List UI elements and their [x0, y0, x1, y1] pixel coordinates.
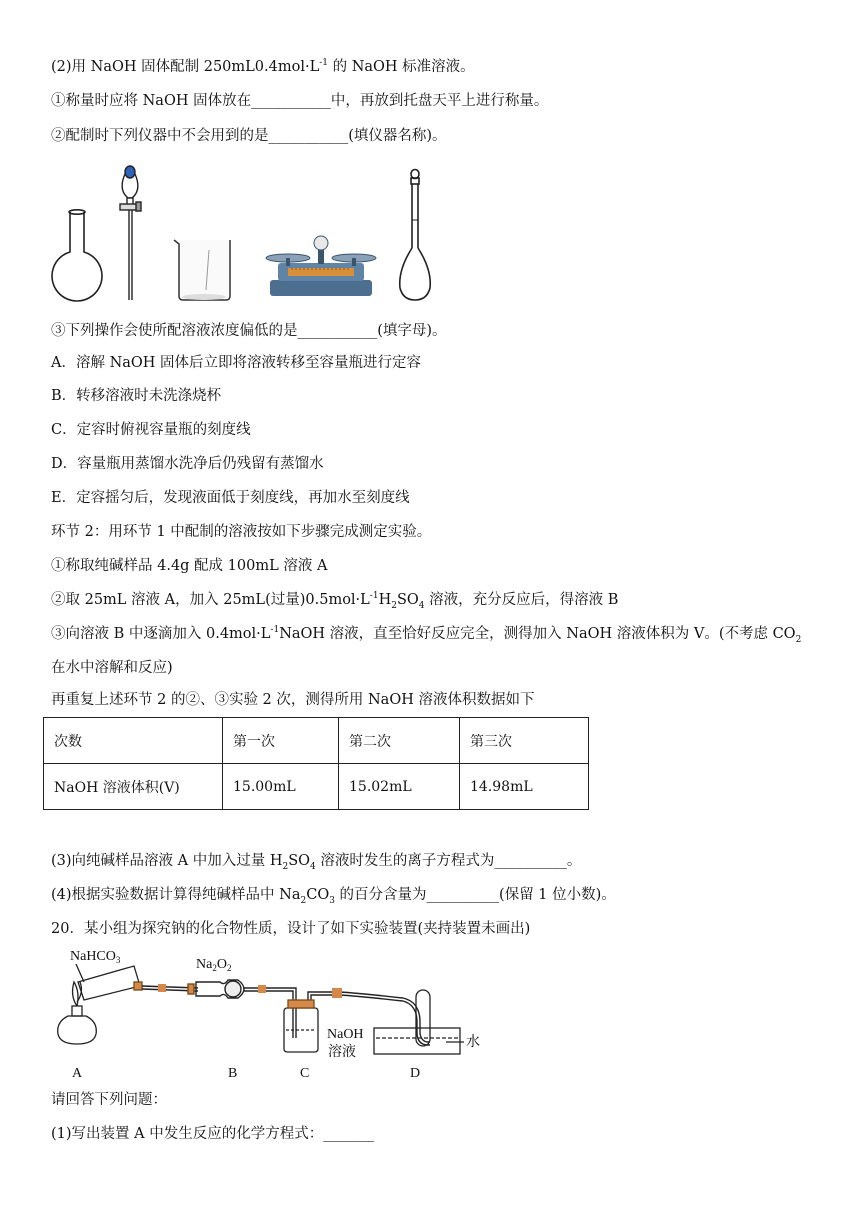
text-segment: ②取 25mL 溶液 A，加入 25mL(过量)0.5mol·L — [51, 592, 370, 608]
text-segment: NaOH 溶液，直至恰好反应完全，测得加入 NaOH 溶液体积为 V。(不考虑 CO — [279, 626, 796, 642]
solution-label: 溶液 — [328, 1045, 356, 1060]
question-4 — [51, 885, 616, 905]
subscript: 4 — [418, 600, 425, 611]
apparatus-diagram — [48, 942, 498, 1082]
heating-apparatus-icon — [58, 964, 142, 1044]
subscript: 3 — [329, 895, 335, 906]
table-header-cell: 次数 — [44, 718, 223, 764]
water-label: 水 — [466, 1035, 480, 1050]
text-segment: 溶液，充分反应后，得溶液 B — [424, 592, 619, 608]
subscript: 2 — [300, 895, 307, 906]
text-segment: ③向溶液 B 中逐滴加入 0.4mol·L — [51, 626, 271, 642]
sub-question-2: ②配制时下列仪器中不会用到的是___________(填仪器名称)。 — [51, 128, 447, 144]
text-segment: SO — [288, 853, 311, 869]
option-c: C．定容时俯视容量瓶的刻度线 — [51, 422, 251, 438]
sub-question-1: ①称量时应将 NaOH 固体放在___________中，再放到托盘天平上进行称量。 — [51, 93, 549, 109]
question-3 — [51, 851, 581, 871]
option-e: E．定容摇匀后，发现液面低于刻度线，再加水至刻度线 — [51, 490, 410, 506]
step-1: ①称取纯碱样品 4.4g 配成 100mL 溶液 A — [51, 558, 328, 574]
text-segment: 溶液时发生的离子方程式为__________。 — [315, 853, 582, 869]
apparatus-label-d: D — [410, 1066, 421, 1081]
separatory-funnel-icon — [120, 166, 141, 300]
superscript: -1 — [270, 625, 280, 636]
text-segment: H — [378, 592, 392, 608]
option-d: D．容量瓶用蒸馏水洗净后仍残留有蒸馏水 — [51, 456, 324, 472]
table-cell: NaOH 溶液体积(V) — [44, 764, 223, 810]
connecting-tube-icon — [142, 980, 430, 1045]
table-cell: 15.02mL — [339, 764, 460, 810]
table-cell: 15.00mL — [223, 764, 339, 810]
naoh-label: NaOH — [327, 1027, 364, 1042]
text-segment: 的百分含量为__________(保留 1 位小数)。 — [334, 887, 616, 903]
question-2-line — [51, 57, 475, 77]
option-a: A．溶解 NaOH 固体后立即将溶液转移至容量瓶进行定容 — [51, 355, 422, 371]
question-1: (1)写出装置 A 中发生反应的化学方程式：_______ — [51, 1126, 374, 1142]
answer-prompt: 请回答下列问题： — [51, 1092, 167, 1108]
text-segment: (4)根据实验数据计算得纯碱样品中 Na — [51, 887, 301, 903]
nahco3-label: NaHCO$_3$ — [70, 949, 121, 965]
step-3 — [51, 624, 801, 644]
sub-question-3: ③下列操作会使所配溶液浓度偏低的是___________(填字母)。 — [51, 323, 447, 339]
question-20: 20．某小组为探究钠的化合物性质，设计了如下实验装置(夹持装置未画出) — [51, 921, 531, 937]
volume-data-table — [43, 717, 589, 810]
table-header-cell: 第三次 — [460, 718, 589, 764]
na2o2-label: $Na_2O_2$ — [196, 957, 232, 973]
text-segment: 的 NaOH 标准溶液。 — [327, 59, 475, 75]
text-segment: CO — [306, 887, 330, 903]
table-row — [44, 764, 589, 810]
table-header-row — [44, 718, 589, 764]
balance-scale-icon — [266, 236, 376, 296]
superscript: -1 — [369, 591, 379, 602]
text-segment: (2)用 NaOH 固体配制 250mL0.4mol·L — [51, 59, 320, 75]
wash-bottle-icon — [284, 1000, 318, 1052]
apparatus-label-a: A — [72, 1066, 83, 1081]
subscript: 2 — [282, 861, 289, 872]
apparatus-label-c: C — [300, 1066, 310, 1081]
step-3-continued: 在水中溶解和反应) — [51, 660, 173, 676]
table-header-cell: 第一次 — [223, 718, 339, 764]
volumetric-flask-icon — [400, 170, 431, 301]
step-2-heading: 环节 2：用环节 1 中配制的溶液按如下步骤完成测定实验。 — [51, 524, 432, 540]
step-2 — [51, 590, 618, 610]
text-segment: (3)向纯碱样品溶液 A 中加入过量 H — [51, 853, 283, 869]
round-bottom-flask-icon — [52, 210, 102, 301]
table-cell: 14.98mL — [460, 764, 589, 810]
apparatus-label-b: B — [228, 1066, 238, 1081]
superscript: -1 — [319, 58, 328, 69]
text-segment: SO — [396, 592, 419, 608]
subscript: 2 — [391, 600, 397, 611]
option-b: B．转移溶液时未洗涤烧杯 — [51, 388, 222, 404]
subscript: 2 — [795, 634, 802, 645]
subscript: 4 — [310, 861, 316, 872]
instruments-figure — [48, 160, 448, 305]
beaker-icon — [174, 240, 230, 300]
table-header-cell: 第二次 — [339, 718, 460, 764]
repeat-note: 再重复上述环节 2 的②、③实验 2 次，测得所用 NaOH 溶液体积数据如下 — [51, 692, 535, 708]
